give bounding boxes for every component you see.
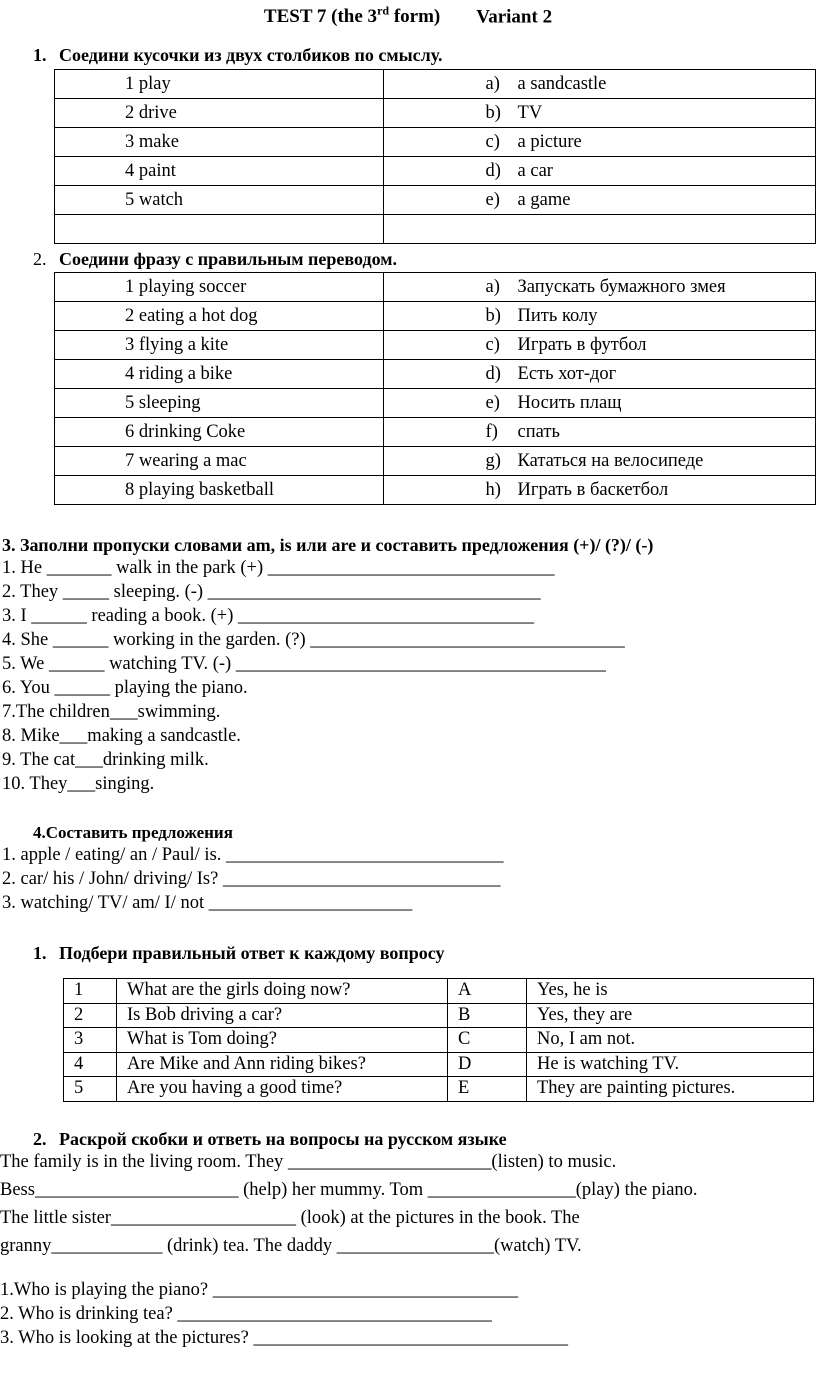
right-text: a game [517,189,571,210]
right-text: Есть хот-дог [517,363,617,384]
text-line: granny____________ (drink) tea. The daddy _________________(watch) TV. [0,1236,582,1256]
right-text: спать [517,421,560,442]
left-text: 1 play [125,73,171,94]
left-cell [55,302,384,331]
task6-heading-text: Раскрой скобки и ответь на вопросы на русском языке [59,1129,507,1149]
right-cell [383,157,815,186]
title-main: TEST 7 (the 3 [263,6,378,28]
title-tail: form) [389,6,441,28]
answer-cell: They are painting pictures. [527,1077,814,1102]
left-cell [55,128,384,157]
left-cell [55,476,384,505]
row-number: 4 [64,1052,117,1077]
right-text: Кататься на велосипеде [517,450,704,471]
right-cell [383,389,815,418]
right-text: TV [517,102,543,123]
right-cell [383,447,815,476]
question-cell: Are Mike and Ann riding bikes? [117,1052,448,1077]
right-cell [383,186,815,215]
exercise-line: 1. He _______ walk in the park (+) _______________________________ [2,558,555,578]
task2-number: 2. [33,249,47,269]
left-cell [55,70,384,99]
page-title [0,4,816,28]
table-row [64,979,814,1004]
right-cell [383,360,815,389]
table-row [55,70,816,99]
table-row [55,331,816,360]
row-number: 1 [64,979,117,1004]
option-letter: e) [485,392,500,413]
table-row [55,99,816,128]
table-row [55,447,816,476]
table-row [64,1003,814,1028]
left-cell [55,360,384,389]
question-cell: What are the girls doing now? [117,979,448,1004]
title-sup: rd [377,4,390,18]
task6-number: 2. [33,1129,47,1149]
question-line: 2. Who is drinking tea? __________________________________ [0,1304,492,1324]
right-text: Пить колу [517,305,598,326]
left-text: 5 watch [125,189,184,210]
exercise-line: 3. watching/ TV/ am/ I/ not ______________________ [2,893,413,913]
answer-letter: E [448,1077,527,1102]
option-letter: a) [485,276,500,297]
left-cell [55,157,384,186]
left-text: 3 flying a kite [125,334,229,355]
left-text: 3 make [125,131,179,152]
option-letter: a) [485,73,500,94]
row-number: 2 [64,1003,117,1028]
exercise-line: 6. You ______ playing the piano. [2,678,248,698]
right-text: a picture [517,131,582,152]
right-text: Играть в баскетбол [517,479,669,500]
option-letter: c) [485,131,500,152]
left-cell [55,186,384,215]
row-number: 5 [64,1077,117,1102]
table-row [55,418,816,447]
table-row [55,128,816,157]
right-text: Носить плащ [517,392,622,413]
exercise-line: 1. apple / eating/ an / Paul/ is. ______________________________ [2,845,504,865]
option-letter: c) [485,334,500,355]
question-cell: Are you having a good time? [117,1077,448,1102]
task1-table [54,69,816,244]
exercise-line: 2. car/ his / John/ driving/ Is? ______________________________ [2,869,501,889]
task5-heading [33,943,445,964]
left-cell [55,389,384,418]
table-row [55,360,816,389]
task5-heading-text: Подбери правильный ответ к каждому вопросу [59,943,445,963]
option-letter: b) [485,305,501,326]
right-cell [383,476,815,505]
table-row [55,302,816,331]
right-cell [383,70,815,99]
exercise-line: 3. I ______ reading a book. (+) ________________________________ [2,606,534,626]
task1-heading [33,45,442,66]
table-row [55,389,816,418]
task1-heading-text: Соедини кусочки из двух столбиков по смыслу. [59,45,443,65]
task5-table [63,978,814,1102]
left-text: 7 wearing a mac [125,450,247,471]
exercise-line: 4. She ______ working in the garden. (?) __________________________________ [2,630,625,650]
right-cell [383,418,815,447]
table-row [55,215,816,244]
left-cell [55,215,384,244]
right-text: Играть в футбол [517,334,647,355]
left-text: 4 riding a bike [125,363,233,384]
text-line: The little sister____________________ (look) at the pictures in the book. The [0,1208,580,1228]
exercise-line: 8. Mike___making a sandcastle. [2,726,241,746]
exercise-line: 2. They _____ sleeping. (-) ____________________________________ [2,582,541,602]
exercise-line: 7.The children___swimming. [2,702,221,722]
task1-number: 1. [33,45,47,65]
question-line: 3. Who is looking at the pictures? __________________________________ [0,1328,568,1348]
table-row [64,1052,814,1077]
answer-letter: A [448,979,527,1004]
task2-heading-text: Соедини фразу с правильным переводом. [59,249,398,269]
left-text [55,219,125,239]
left-cell [55,447,384,476]
task6-heading [33,1129,507,1150]
text-line: Bess______________________ (help) her mummy. Tom ________________(play) the piano. [0,1180,698,1200]
answer-cell: Yes, they are [527,1003,814,1028]
left-text: 8 playing basketball [125,479,274,500]
answer-cell: He is watching TV. [527,1052,814,1077]
option-letter: g) [485,450,501,471]
row-number: 3 [64,1028,117,1053]
left-text: 5 sleeping [125,392,201,413]
task2-heading [33,249,397,270]
option-letter: f) [485,421,498,442]
left-cell [55,273,384,302]
option-letter: b) [485,102,501,123]
left-text: 4 paint [125,160,176,181]
table-row [55,157,816,186]
option-letter: h) [485,479,501,500]
right-cell [383,273,815,302]
right-cell [383,215,815,244]
table-row [55,476,816,505]
table-row [55,273,816,302]
exercise-line: 5. We ______ watching TV. (-) ________________________________________ [2,654,606,674]
option-letter: d) [485,160,501,181]
right-text: a sandcastle [517,73,607,94]
text-line: The family is in the living room. They ______________________(listen) to music. [0,1152,617,1172]
right-cell [383,302,815,331]
right-text: Запускать бумажного змея [517,276,726,297]
answer-letter: D [448,1052,527,1077]
left-cell [55,99,384,128]
title-test [264,6,440,27]
left-text: 2 eating a hot dog [125,305,258,326]
table-row [55,186,816,215]
question-cell: Is Bob driving a car? [117,1003,448,1028]
option-letter: d) [485,363,501,384]
task5-number: 1. [33,943,47,963]
left-text: 2 drive [125,102,177,123]
left-text: 1 playing soccer [125,276,247,297]
right-cell [383,331,815,360]
task2-table [54,272,816,505]
left-cell [55,418,384,447]
question-cell: What is Tom doing? [117,1028,448,1053]
exercise-line: 9. The cat___drinking milk. [2,750,209,770]
left-text: 6 drinking Coke [125,421,246,442]
question-line: 1.Who is playing the piano? _________________________________ [0,1280,518,1300]
right-cell [383,128,815,157]
right-text: a car [517,160,553,181]
right-cell [383,99,815,128]
answer-cell: Yes, he is [527,979,814,1004]
task4-heading: 4.Составить предложения [33,823,233,842]
left-cell [55,331,384,360]
table-row [64,1028,814,1053]
answer-letter: B [448,1003,527,1028]
table-row [64,1077,814,1102]
answer-letter: C [448,1028,527,1053]
task3-heading: 3. Заполни пропуски словами am, is или are и составить предложения (+)/ (?)/ (-) [2,535,654,555]
option-letter: e) [485,189,500,210]
title-variant: Variant 2 [476,6,553,28]
exercise-line: 10. They___singing. [2,774,155,794]
answer-cell: No, I am not. [527,1028,814,1053]
